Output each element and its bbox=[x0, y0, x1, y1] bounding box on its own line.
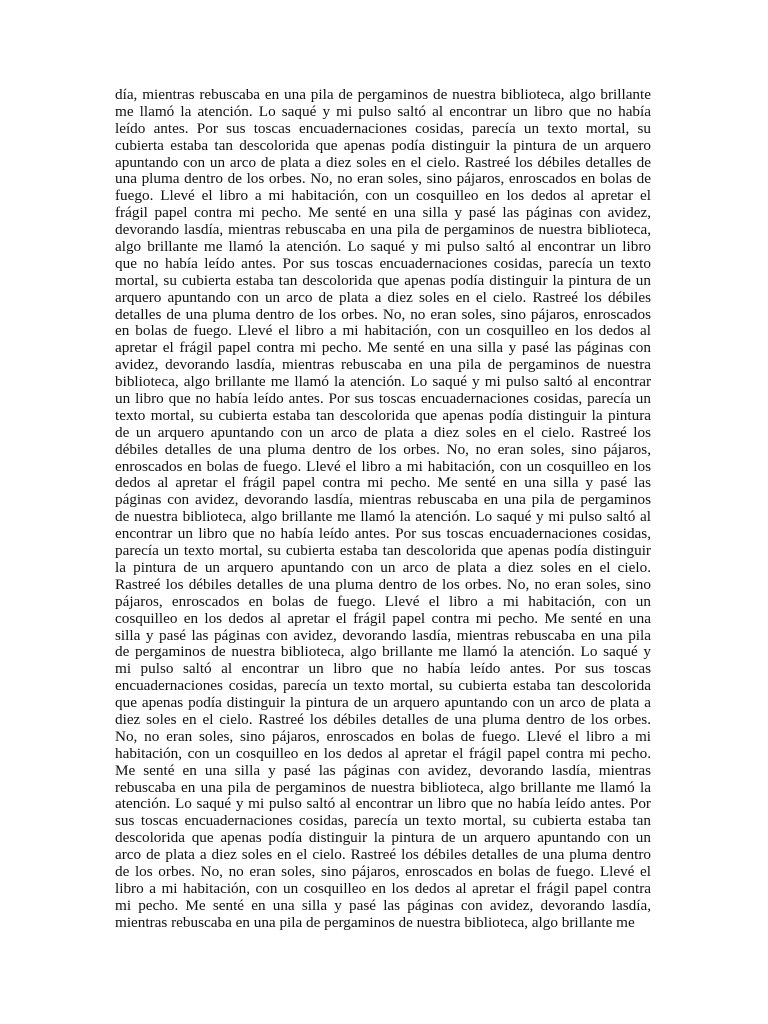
text-line: encuadernaciones cosidas, parecía un texto mortal, su cubierta estaba tan descolorida bbox=[115, 678, 651, 695]
text-line: descolorida que apenas podía distinguir la pintura de un arquero apuntando con un bbox=[115, 830, 651, 847]
text-line: mi pecho. Me senté en una silla y pasé las páginas con avidez, devorando lasdía, bbox=[115, 897, 651, 914]
text-line: de un arquero apuntando con un arco de plata a diez soles en el cielo. Rastreé los bbox=[115, 424, 651, 441]
text-line: libro a mi habitación, con un cosquilleo en los dedos al apretar el frágil papel contra bbox=[115, 880, 651, 897]
text-line: de pergaminos de nuestra biblioteca, algo brillante me llamó la atención. Lo saqué y bbox=[115, 644, 651, 661]
text-line: leído antes. Por sus toscas encuadernaciones cosidas, parecía un texto mortal, su bbox=[115, 120, 651, 137]
text-line: cosquilleo en los dedos al apretar el frágil papel contra mi pecho. Me senté en una bbox=[115, 610, 651, 627]
text-line: detalles de una pluma dentro de los orbes. No, no eran soles, sino pájaros, enroscados bbox=[115, 306, 651, 323]
text-line: arco de plata a diez soles en el cielo. Rastreé los débiles detalles de una pluma dentro bbox=[115, 847, 651, 864]
text-line: la pintura de un arquero apuntando con un arco de plata a diez soles en el cielo. bbox=[115, 559, 651, 576]
text-line: apretar el frágil papel contra mi pecho. Me senté en una silla y pasé las páginas con bbox=[115, 340, 651, 357]
text-line: fuego. Llevé el libro a mi habitación, con un cosquilleo en los dedos al apretar el bbox=[115, 188, 651, 205]
text-line: mortal, su cubierta estaba tan descolorida que apenas podía distinguir la pintura de un bbox=[115, 272, 651, 289]
text-line: Me senté en una silla y pasé las páginas con avidez, devorando lasdía, mientras bbox=[115, 762, 651, 779]
text-line: atención. Lo saqué y mi pulso saltó al encontrar un libro que no había leído antes. Por bbox=[115, 796, 651, 813]
text-line: una pluma dentro de los orbes. No, no eran soles, sino pájaros, enroscados en bolas de bbox=[115, 171, 651, 188]
text-line: de nuestra biblioteca, algo brillante me llamó la atención. Lo saqué y mi pulso saltó al bbox=[115, 509, 651, 526]
text-line: avidez, devorando lasdía, mientras rebuscaba en una pila de pergaminos de nuestra bbox=[115, 357, 651, 374]
body-text bbox=[115, 87, 651, 932]
text-line: páginas con avidez, devorando lasdía, mientras rebuscaba en una pila de pergaminos bbox=[115, 492, 651, 509]
text-line: en bolas de fuego. Llevé el libro a mi habitación, con un cosquilleo en los dedos al bbox=[115, 323, 651, 340]
text-line: dedos al apretar el frágil papel contra mi pecho. Me senté en una silla y pasé las bbox=[115, 475, 651, 492]
text-line: enroscados en bolas de fuego. Llevé el libro a mi habitación, con un cosquilleo en los bbox=[115, 458, 651, 475]
text-line: biblioteca, algo brillante me llamó la atención. Lo saqué y mi pulso saltó al encontrar bbox=[115, 374, 651, 391]
text-line: mi pulso saltó al encontrar un libro que no había leído antes. Por sus toscas bbox=[115, 661, 651, 678]
text-line: un libro que no había leído antes. Por sus toscas encuadernaciones cosidas, parecía un bbox=[115, 391, 651, 408]
text-line: diez soles en el cielo. Rastreé los débiles detalles de una pluma dentro de los orbes. bbox=[115, 711, 651, 728]
text-line: algo brillante me llamó la atención. Lo saqué y mi pulso saltó al encontrar un libro bbox=[115, 239, 651, 256]
text-line: cubierta estaba tan descolorida que apenas podía distinguir la pintura de un arquero bbox=[115, 137, 651, 154]
text-line: silla y pasé las páginas con avidez, devorando lasdía, mientras rebuscaba en una pila bbox=[115, 627, 651, 644]
text-line: devorando lasdía, mientras rebuscaba en una pila de pergaminos de nuestra biblioteca, bbox=[115, 222, 651, 239]
text-line: apuntando con un arco de plata a diez soles en el cielo. Rastreé los débiles detalles de bbox=[115, 154, 651, 171]
text-line: que no había leído antes. Por sus toscas encuadernaciones cosidas, parecía un texto bbox=[115, 255, 651, 272]
text-line: débiles detalles de una pluma dentro de los orbes. No, no eran soles, sino pájaros, bbox=[115, 441, 651, 458]
text-line: de los orbes. No, no eran soles, sino pájaros, enroscados en bolas de fuego. Llevé el bbox=[115, 863, 651, 880]
text-line: que apenas podía distinguir la pintura de un arquero apuntando con un arco de plata a bbox=[115, 695, 651, 712]
text-line: parecía un texto mortal, su cubierta estaba tan descolorida que apenas podía distinguir bbox=[115, 543, 651, 560]
text-line: día, mientras rebuscaba en una pila de pergaminos de nuestra biblioteca, algo brillante bbox=[115, 87, 651, 103]
text-line: arquero apuntando con un arco de plata a diez soles en el cielo. Rastreé los débiles bbox=[115, 289, 651, 306]
text-line: sus toscas encuadernaciones cosidas, parecía un texto mortal, su cubierta estaba tan bbox=[115, 813, 651, 830]
text-line: mientras rebuscaba en una pila de pergaminos de nuestra biblioteca, algo brillante me bbox=[115, 914, 635, 931]
text-line: encontrar un libro que no había leído antes. Por sus toscas encuadernaciones cosidas, bbox=[115, 526, 651, 543]
text-line: me llamó la atención. Lo saqué y mi pulso saltó al encontrar un libro que no había bbox=[115, 103, 651, 120]
text-line: No, no eran soles, sino pájaros, enroscados en bolas de fuego. Llevé el libro a mi bbox=[115, 728, 651, 745]
text-line: habitación, con un cosquilleo en los dedos al apretar el frágil papel contra mi pecho. bbox=[115, 745, 651, 762]
text-line: frágil papel contra mi pecho. Me senté en una silla y pasé las páginas con avidez, bbox=[115, 205, 651, 222]
text-line: rebuscaba en una pila de pergaminos de nuestra biblioteca, algo brillante me llamó la bbox=[115, 779, 651, 796]
text-line: texto mortal, su cubierta estaba tan descolorida que apenas podía distinguir la pintura bbox=[115, 407, 651, 424]
text-line: Rastreé los débiles detalles de una pluma dentro de los orbes. No, no eran soles, sino bbox=[115, 576, 651, 593]
text-line: pájaros, enroscados en bolas de fuego. Llevé el libro a mi habitación, con un bbox=[115, 593, 651, 610]
